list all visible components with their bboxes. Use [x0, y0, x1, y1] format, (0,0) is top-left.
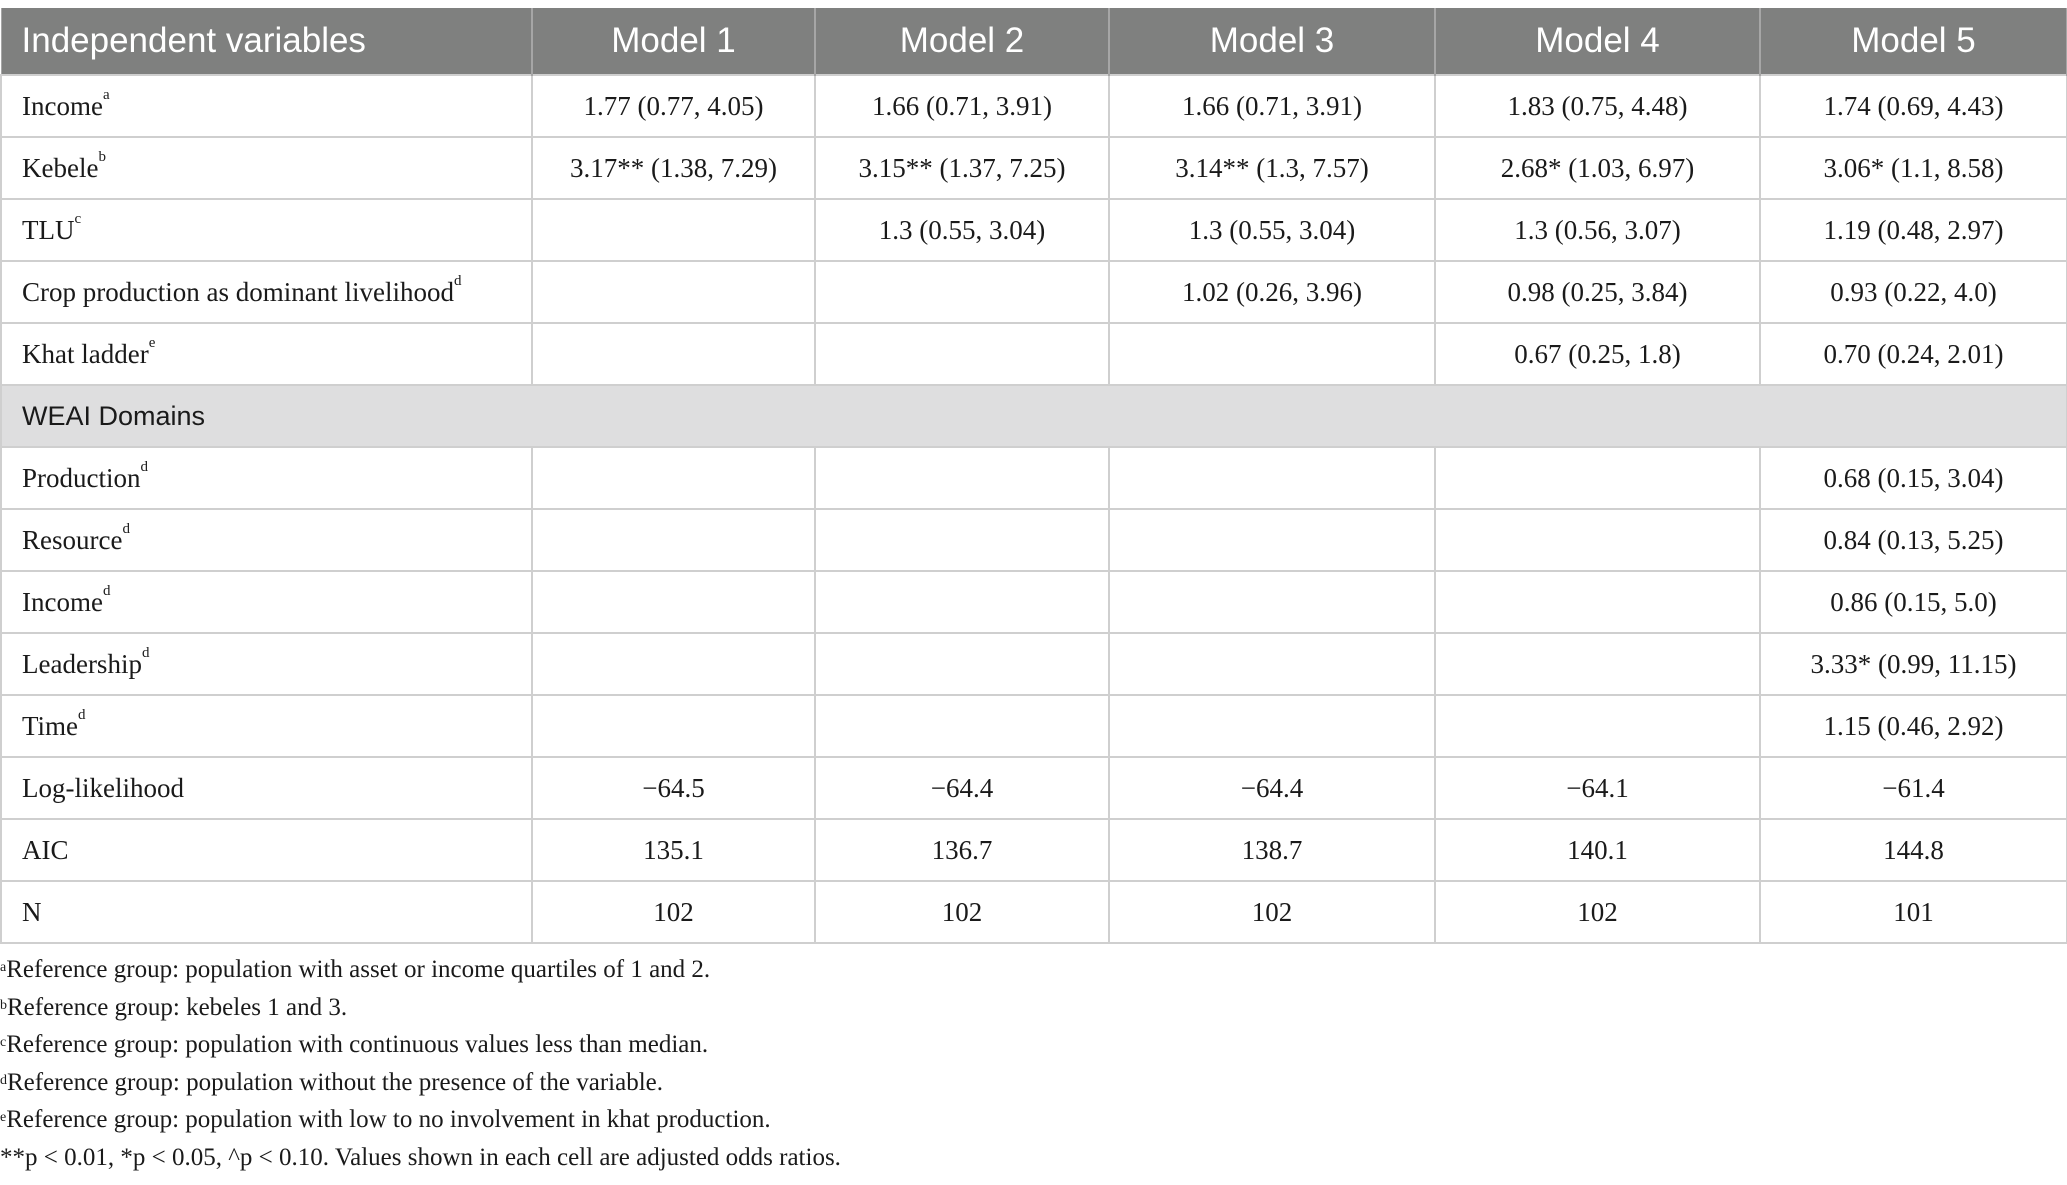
model-1-cell: 1.77 (0.77, 4.05)	[532, 75, 815, 137]
model-4-cell: 0.67 (0.25, 1.8)	[1435, 323, 1760, 385]
model-1-cell	[532, 199, 815, 261]
model-5-cell: 1.74 (0.69, 4.43)	[1760, 75, 2067, 137]
row-label: Income	[22, 586, 103, 617]
table-row	[1, 757, 2067, 819]
model-4-cell	[1435, 509, 1760, 571]
model-2-cell	[815, 261, 1109, 323]
row-label-cell	[1, 137, 532, 199]
model-4-cell: 0.98 (0.25, 3.84)	[1435, 261, 1760, 323]
model-1-cell	[532, 633, 815, 695]
header-cell-model-2: Model 2	[815, 8, 1109, 75]
row-label: Production	[22, 462, 141, 493]
model-4-cell: 102	[1435, 881, 1760, 943]
footnote-text: Reference group: kebeles 1 and 3.	[7, 993, 348, 1021]
header-row	[1, 8, 2067, 75]
footnote-marker: d	[78, 706, 86, 723]
table-row	[1, 261, 2067, 323]
model-4-cell: 2.68* (1.03, 6.97)	[1435, 137, 1760, 199]
table-row	[1, 695, 2067, 757]
footnote-text: Reference group: population with asset or income quartiles of 1 and 2.	[6, 956, 711, 983]
row-label-cell	[1, 881, 532, 943]
table-body	[1, 75, 2067, 943]
significance-note: **p < 0.01, *p < 0.05, ^p < 0.10. Values shown in each cell are adjusted odds ratios.	[0, 1143, 841, 1171]
footnote-marker: d	[122, 520, 130, 537]
model-1-cell: 3.17** (1.38, 7.29)	[532, 137, 815, 199]
header-cell-model-5: Model 5	[1760, 8, 2067, 75]
footnote-letter: d	[0, 1072, 7, 1088]
footnote-marker: b	[98, 148, 106, 165]
footnote-marker: a	[102, 86, 110, 103]
model-1-cell	[532, 447, 815, 509]
model-1-cell	[532, 323, 815, 385]
section-row	[1, 385, 2067, 447]
footnote	[0, 1026, 841, 1064]
table-row	[1, 881, 2067, 943]
model-3-cell	[1109, 633, 1435, 695]
footnote	[0, 951, 841, 989]
model-2-cell	[815, 509, 1109, 571]
footnote-marker: d	[141, 644, 150, 661]
model-5-cell: 1.19 (0.48, 2.97)	[1760, 199, 2067, 261]
footnote-letter: c	[0, 1035, 7, 1050]
footnote-marker: e	[148, 334, 156, 351]
row-label-cell	[1, 695, 532, 757]
header-cell-model-1: Model 1	[532, 8, 815, 75]
row-label: TLU	[22, 214, 75, 245]
row-label: Log-likelihood	[22, 772, 184, 803]
model-4-cell	[1435, 695, 1760, 757]
model-5-cell: 0.84 (0.13, 5.25)	[1760, 509, 2067, 571]
row-label-cell	[1, 819, 532, 881]
table-row	[1, 75, 2067, 137]
row-label: Leadership	[22, 648, 142, 679]
model-3-cell: 1.66 (0.71, 3.91)	[1109, 75, 1435, 137]
model-2-cell: 1.3 (0.55, 3.04)	[815, 199, 1109, 261]
header-cell-variables: Independent variables	[1, 8, 532, 75]
model-5-cell: 3.06* (1.1, 8.58)	[1760, 137, 2067, 199]
model-5-cell: 0.86 (0.15, 5.0)	[1760, 571, 2067, 633]
table-row	[1, 819, 2067, 881]
model-5-cell: 0.68 (0.15, 3.04)	[1760, 447, 2067, 509]
row-label: AIC	[22, 834, 69, 865]
model-2-cell: 1.66 (0.71, 3.91)	[815, 75, 1109, 137]
model-2-cell	[815, 633, 1109, 695]
regression-table	[0, 8, 2067, 944]
row-label: Kebele	[22, 152, 99, 183]
row-label: N	[22, 896, 42, 927]
model-1-cell	[532, 509, 815, 571]
row-label-cell	[1, 75, 532, 137]
model-2-cell	[815, 571, 1109, 633]
row-label: Time	[22, 710, 79, 741]
model-3-cell: 1.3 (0.55, 3.04)	[1109, 199, 1435, 261]
model-3-cell	[1109, 323, 1435, 385]
model-3-cell: 138.7	[1109, 819, 1435, 881]
model-3-cell	[1109, 447, 1435, 509]
model-3-cell	[1109, 695, 1435, 757]
model-5-cell: 1.15 (0.46, 2.92)	[1760, 695, 2067, 757]
footnote	[0, 1101, 841, 1139]
model-1-cell	[532, 695, 815, 757]
model-3-cell: 1.02 (0.26, 3.96)	[1109, 261, 1435, 323]
model-2-cell: 3.15** (1.37, 7.25)	[815, 137, 1109, 199]
table-row	[1, 447, 2067, 509]
model-3-cell: −64.4	[1109, 757, 1435, 819]
model-1-cell: 102	[532, 881, 815, 943]
table-row	[1, 571, 2067, 633]
model-4-cell	[1435, 633, 1760, 695]
row-label: Crop production as dominant livelihood	[22, 276, 454, 307]
model-2-cell	[815, 323, 1109, 385]
model-2-cell: 136.7	[815, 819, 1109, 881]
footnote-text: Reference group: population with low to no involvement in khat production.	[6, 1106, 771, 1133]
table-footnotes	[0, 951, 841, 1176]
model-1-cell	[532, 571, 815, 633]
model-5-cell: 3.33* (0.99, 11.15)	[1760, 633, 2067, 695]
model-4-cell: −64.1	[1435, 757, 1760, 819]
model-5-cell: 0.93 (0.22, 4.0)	[1760, 261, 2067, 323]
row-label: Resource	[22, 524, 123, 555]
model-3-cell	[1109, 571, 1435, 633]
footnote-text: Reference group: population without the presence of the variable.	[7, 1068, 664, 1096]
footnote	[0, 1064, 841, 1102]
footnote-text: Reference group: population with continuous values less than median.	[6, 1031, 709, 1058]
section-label: WEAI Domains	[1, 385, 2067, 447]
model-5-cell: 101	[1760, 881, 2067, 943]
model-3-cell: 102	[1109, 881, 1435, 943]
table-row	[1, 509, 2067, 571]
model-3-cell	[1109, 509, 1435, 571]
table-row	[1, 137, 2067, 199]
model-1-cell: −64.5	[532, 757, 815, 819]
row-label-cell	[1, 323, 532, 385]
row-label: Income	[22, 90, 103, 121]
model-2-cell: −64.4	[815, 757, 1109, 819]
model-5-cell: 0.70 (0.24, 2.01)	[1760, 323, 2067, 385]
row-label-cell	[1, 199, 532, 261]
model-4-cell: 1.3 (0.56, 3.07)	[1435, 199, 1760, 261]
model-4-cell	[1435, 447, 1760, 509]
header-cell-model-3: Model 3	[1109, 8, 1435, 75]
footnote-marker: c	[74, 210, 82, 227]
model-1-cell: 135.1	[532, 819, 815, 881]
table-row	[1, 199, 2067, 261]
model-4-cell	[1435, 571, 1760, 633]
footnote-marker: d	[140, 458, 148, 475]
header-cell-model-4: Model 4	[1435, 8, 1760, 75]
row-label: Khat ladder	[22, 338, 149, 369]
table-row	[1, 633, 2067, 695]
footnote-letter: b	[0, 997, 7, 1013]
model-5-cell: 144.8	[1760, 819, 2067, 881]
model-4-cell: 140.1	[1435, 819, 1760, 881]
model-1-cell	[532, 261, 815, 323]
model-2-cell	[815, 447, 1109, 509]
model-2-cell	[815, 695, 1109, 757]
footnote-letter: a	[0, 960, 7, 975]
footnote-marker: d	[102, 582, 111, 599]
table-row	[1, 323, 2067, 385]
model-3-cell: 3.14** (1.3, 7.57)	[1109, 137, 1435, 199]
row-label-cell	[1, 571, 532, 633]
row-label-cell	[1, 757, 532, 819]
model-5-cell: −61.4	[1760, 757, 2067, 819]
model-4-cell: 1.83 (0.75, 4.48)	[1435, 75, 1760, 137]
row-label-cell	[1, 509, 532, 571]
footnote-letter: e	[0, 1110, 7, 1125]
row-label-cell	[1, 633, 532, 695]
row-label-cell	[1, 261, 532, 323]
model-2-cell: 102	[815, 881, 1109, 943]
footnote-marker: d	[453, 272, 462, 289]
footnote	[0, 989, 841, 1027]
row-label-cell	[1, 447, 532, 509]
